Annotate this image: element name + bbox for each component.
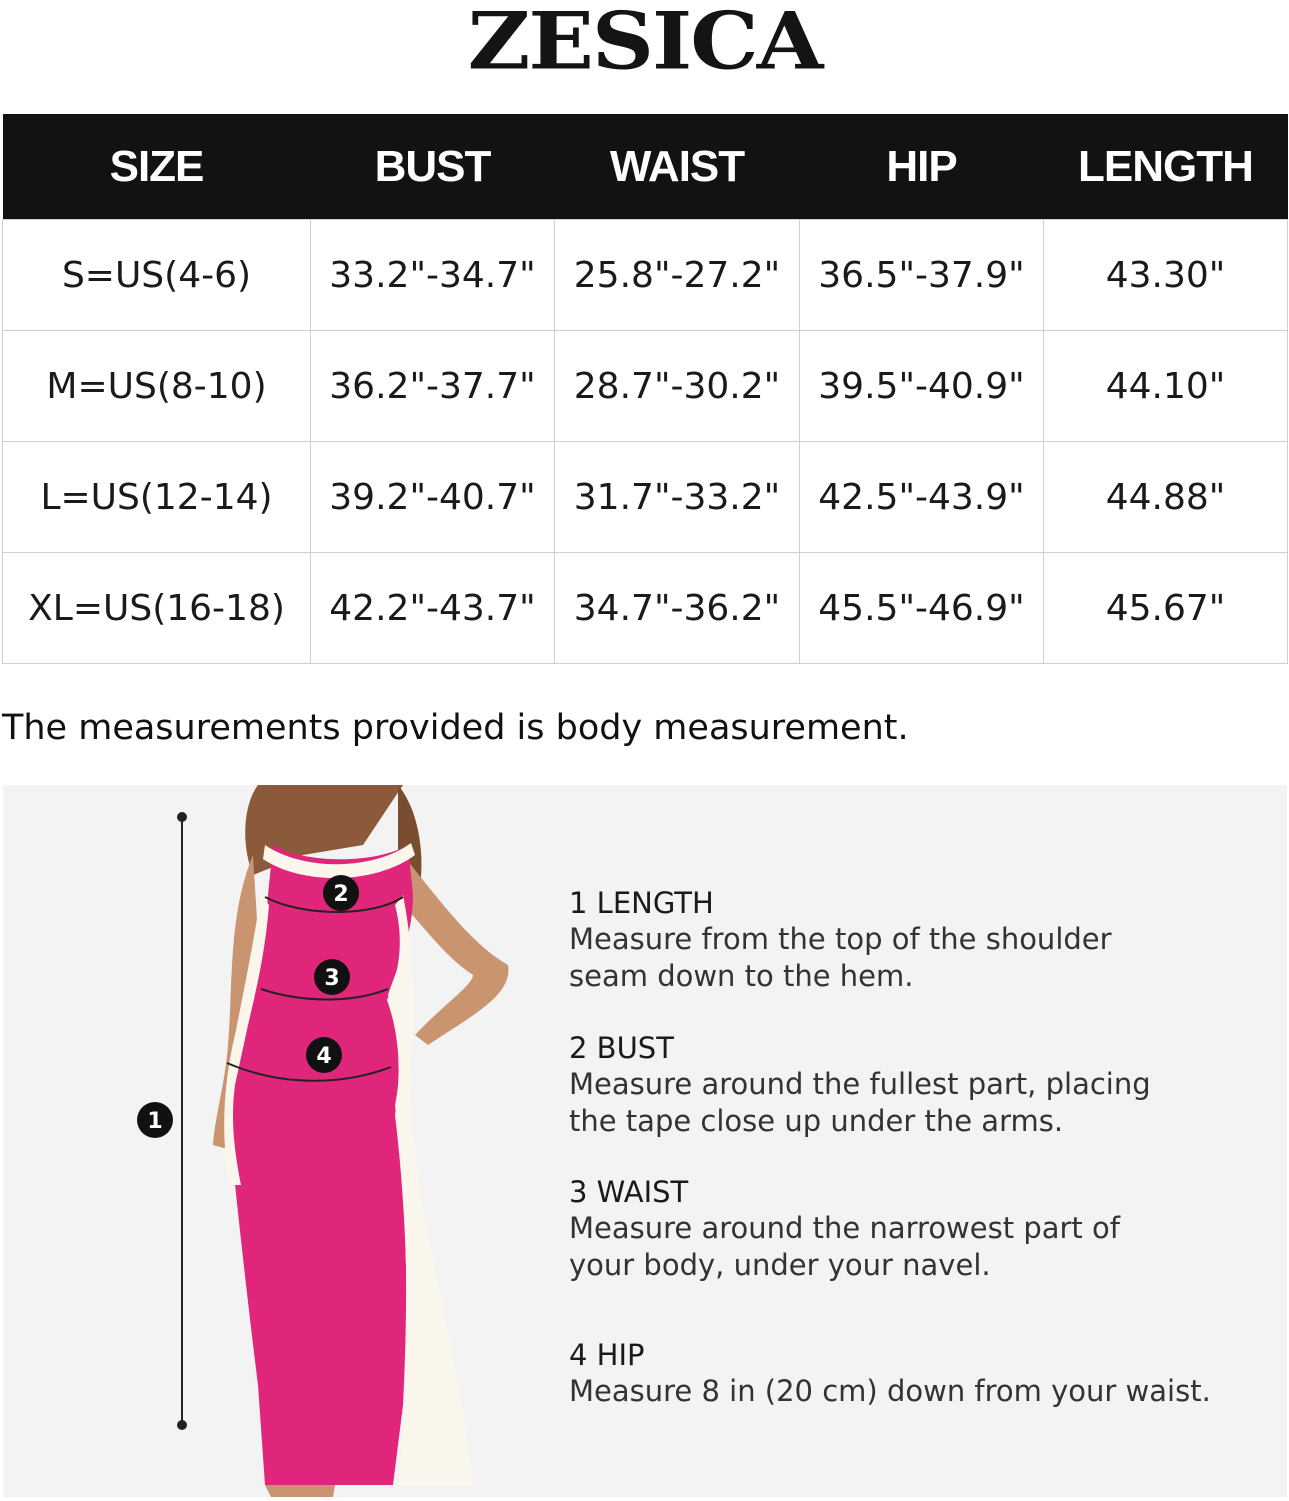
dress-figure: [3, 785, 563, 1497]
cell-size: L=US(12-14): [3, 442, 311, 553]
guide-line: Measure 8 in (20 cm) down from your waist.: [569, 1374, 1211, 1408]
cell-hip: 36.5"-37.9": [800, 220, 1044, 331]
cell-waist: 28.7"-30.2": [555, 331, 800, 442]
cell-waist: 25.8"-27.2": [555, 220, 800, 331]
brand-logo: ZESICA: [467, 0, 822, 88]
guide-waist: [569, 1174, 1120, 1284]
measurement-note: The measurements provided is body measurement.: [2, 708, 909, 748]
guide-title: 2 BUST: [569, 1031, 674, 1065]
cell-size: M=US(8-10): [3, 331, 311, 442]
guide-title: 4 HIP: [569, 1338, 645, 1372]
guide-line: the tape close up under the arms.: [569, 1104, 1064, 1138]
cell-hip: 42.5"-43.9": [800, 442, 1044, 553]
table-row: [3, 442, 1288, 553]
guide-bust: [569, 1030, 1151, 1140]
header-length: LENGTH: [1044, 114, 1288, 220]
guide-title: 1 LENGTH: [569, 886, 714, 920]
cell-hip: 45.5"-46.9": [800, 553, 1044, 664]
svg-text:4: 4: [316, 1044, 332, 1069]
cell-waist: 31.7"-33.2": [555, 442, 800, 553]
cell-hip: 39.5"-40.9": [800, 331, 1044, 442]
guide-line: your body, under your navel.: [569, 1248, 991, 1282]
cell-length: 45.67": [1044, 553, 1288, 664]
table-row: [3, 331, 1288, 442]
guide-hip: [569, 1337, 1211, 1410]
cell-length: 44.10": [1044, 331, 1288, 442]
size-chart-table: [2, 114, 1288, 664]
marker-2: [323, 875, 359, 911]
marker-3: [314, 959, 350, 995]
measure-guide-panel: [3, 785, 1287, 1497]
table-row: [3, 553, 1288, 664]
table-row: [3, 220, 1288, 331]
header-hip: HIP: [800, 114, 1044, 220]
guide-line: Measure from the top of the shoulder: [569, 922, 1112, 956]
header-size: SIZE: [3, 114, 311, 220]
svg-text:2: 2: [333, 882, 349, 907]
marker-1: [137, 1102, 173, 1138]
guide-line: seam down to the hem.: [569, 959, 914, 993]
cell-bust: 39.2"-40.7": [311, 442, 555, 553]
model-illustration: [3, 785, 563, 1497]
svg-text:1: 1: [147, 1109, 163, 1134]
table-header-row: [3, 114, 1288, 220]
guide-length: [569, 885, 1112, 995]
cell-size: S=US(4-6): [3, 220, 311, 331]
marker-4: [306, 1037, 342, 1073]
cell-size: XL=US(16-18): [3, 553, 311, 664]
header-bust: BUST: [311, 114, 555, 220]
header-waist: WAIST: [555, 114, 800, 220]
cell-bust: 36.2"-37.7": [311, 331, 555, 442]
cell-length: 44.88": [1044, 442, 1288, 553]
cell-length: 43.30": [1044, 220, 1288, 331]
svg-text:3: 3: [324, 966, 340, 991]
cell-bust: 33.2"-34.7": [311, 220, 555, 331]
guide-line: Measure around the narrowest part of: [569, 1211, 1120, 1245]
guide-line: Measure around the fullest part, placing: [569, 1067, 1151, 1101]
measure-guide: [563, 785, 1283, 1497]
cell-bust: 42.2"-43.7": [311, 553, 555, 664]
guide-title: 3 WAIST: [569, 1175, 689, 1209]
cell-waist: 34.7"-36.2": [555, 553, 800, 664]
